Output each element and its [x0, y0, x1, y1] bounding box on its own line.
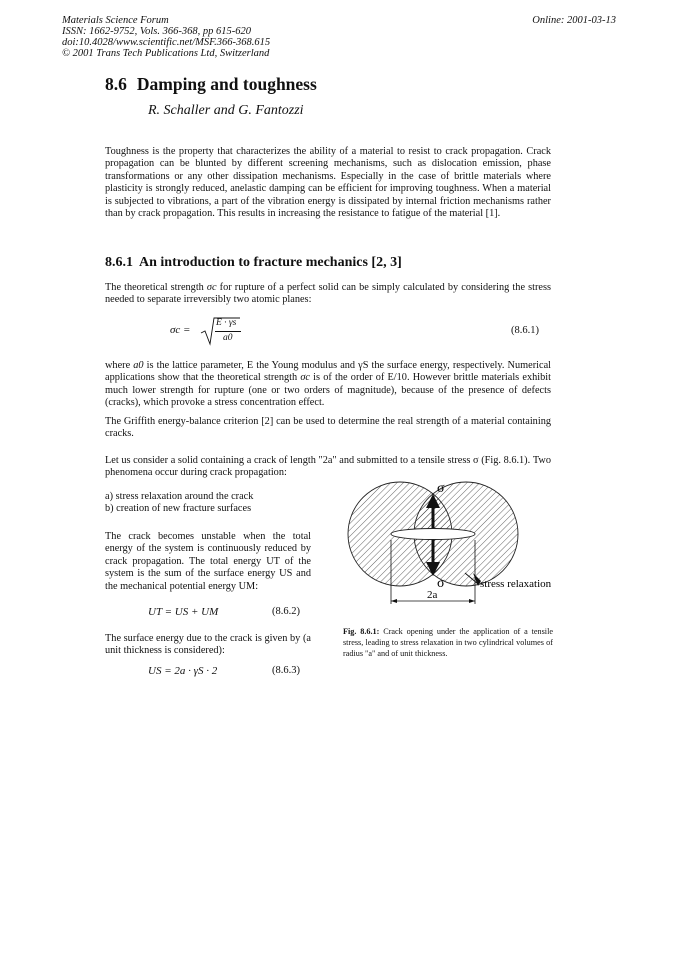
header-line-journal: Materials Science Forum — [62, 15, 169, 26]
list-item: b) creation of new fracture surfaces — [105, 503, 252, 515]
surface-energy-paragraph: The surface energy due to the crack is given by (a unit thickness is considered): — [105, 633, 311, 657]
list-item: a) stress relaxation around the crack — [105, 491, 254, 502]
symbol-a0: a0 — [133, 360, 144, 371]
text-part: is of the order of E/10. However brittle materials exhibit much lower strength for rupture (one or two orders of magnitude), because of the presence of defects (cracks), which provoke a stress concentration effect. — [105, 372, 551, 409]
text-part: : — [255, 580, 259, 592]
sigma-bottom-label: σ — [437, 576, 445, 591]
crack-figure — [333, 470, 563, 610]
text-part: for rupture of a perfect solid can be simply calculated by considering the stress needed to separate irreversibly two atomic planes: — [105, 282, 551, 306]
header-line-copyright: © 2001 Trans Tech Publications Ltd, Switzerland — [62, 48, 270, 59]
consider-paragraph: Let us consider a solid containing a crack of length "2a" and submitted to a tensile stress σ (Fig. 8.6.1). Two phenomena occur during crack propagation: — [105, 455, 551, 479]
caption-label: Fig. 8.6.1: — [343, 627, 380, 636]
subsection-number: 8.6.1 — [105, 255, 133, 270]
symbol-sigma-c: σc — [300, 372, 310, 384]
text-part: is the lattice parameter, E the Young modulus and — [143, 360, 359, 371]
header-line-issn: ISSN: 1662-9752, Vols. 366-368, pp 615-620 — [62, 26, 251, 37]
eq1-denominator: a0 — [223, 333, 233, 343]
header-line-doi[interactable]: doi:10.4028/www.scientific.net/MSF.366-368.615 — [62, 37, 271, 48]
section-number: 8.6 — [105, 74, 127, 94]
equation-number-8-6-1: (8.6.1) — [511, 325, 539, 336]
text-part: and the mechanical potential energy — [105, 568, 311, 592]
equation-number-8-6-3: (8.6.3) — [272, 665, 300, 676]
stress-relaxation-label: stress relaxation — [480, 578, 552, 590]
equation-8-6-3: US = 2a · γS · 2 — [148, 665, 218, 677]
phenomena-list — [105, 491, 311, 516]
subsection-title: An introduction to fracture mechanics [2, 3] — [139, 255, 402, 270]
symbol-ut: UT — [266, 555, 280, 567]
crack-length-label: 2a — [427, 589, 438, 601]
equation-8-6-1 — [170, 316, 290, 346]
figure-caption — [343, 626, 553, 659]
symbol-um: UM — [238, 580, 256, 592]
equation-8-6-2: UT = US + UM — [148, 606, 219, 618]
text-part: The crack becomes unstable when the total energy of the system is continuously reduced by crack propagation. The total energy — [105, 531, 311, 567]
fraction-bar — [215, 331, 241, 332]
text-part: where — [105, 360, 134, 371]
unstable-paragraph — [105, 531, 311, 593]
subsection-heading — [105, 255, 402, 271]
eq1-numerator: E · γs — [216, 318, 237, 328]
authors: R. Schaller and G. Fantozzi — [148, 103, 304, 118]
online-date: Online: 2001-03-13 — [532, 15, 616, 26]
symbol-sigma-c: σc — [206, 282, 217, 293]
intro-paragraph: Toughness is the property that characterizes the ability of a material to resist to crack propagation. Crack propagation can be blunted by different screening mechanisms, such as dislocation emission, phase transformations or any other dissipation mechanisms. Especially in the case of brittle materials where plasticity is strongly reduced, anelastic damping can be efficient for improving toughness. When a material is subjected to vibrations, a part of the vibration energy is dissipated by internal friction mechanisms rather than by crack propagation. This results in increasing the resistance to fatigue of the material [1]. — [105, 146, 551, 220]
griffith-paragraph: The Griffith energy-balance criterion [2] can be used to determine the real strength of a material containing cracks. — [105, 416, 551, 440]
dimension-arrow-right — [469, 599, 475, 603]
text-part: the surface energy, respectively. Numerical applications show that the theoretical strength — [105, 360, 552, 384]
theoretical-strength-paragraph — [105, 282, 551, 307]
text-part: The theoretical strength — [105, 282, 207, 293]
crack — [391, 529, 475, 540]
caption-text: Crack opening under the application of a tensile stress, leading to stress relaxation in two cylindrical volumes of radius "a" and of unit thickness. — [343, 627, 553, 658]
journal-header — [62, 15, 270, 59]
eq1-lhs: σc = — [170, 324, 191, 336]
equation-number-8-6-2: (8.6.2) — [272, 606, 300, 617]
sigma-top-label: σ — [437, 481, 445, 496]
section-title — [105, 74, 317, 95]
section-title-text: Damping and toughness — [136, 74, 317, 94]
dimension-arrow-left — [391, 599, 397, 603]
where-paragraph — [105, 360, 551, 410]
symbol-us: US — [279, 568, 293, 580]
text-part: of the system is the sum of the surface energy — [105, 555, 311, 580]
symbol-gamma-s: γS — [358, 360, 369, 371]
